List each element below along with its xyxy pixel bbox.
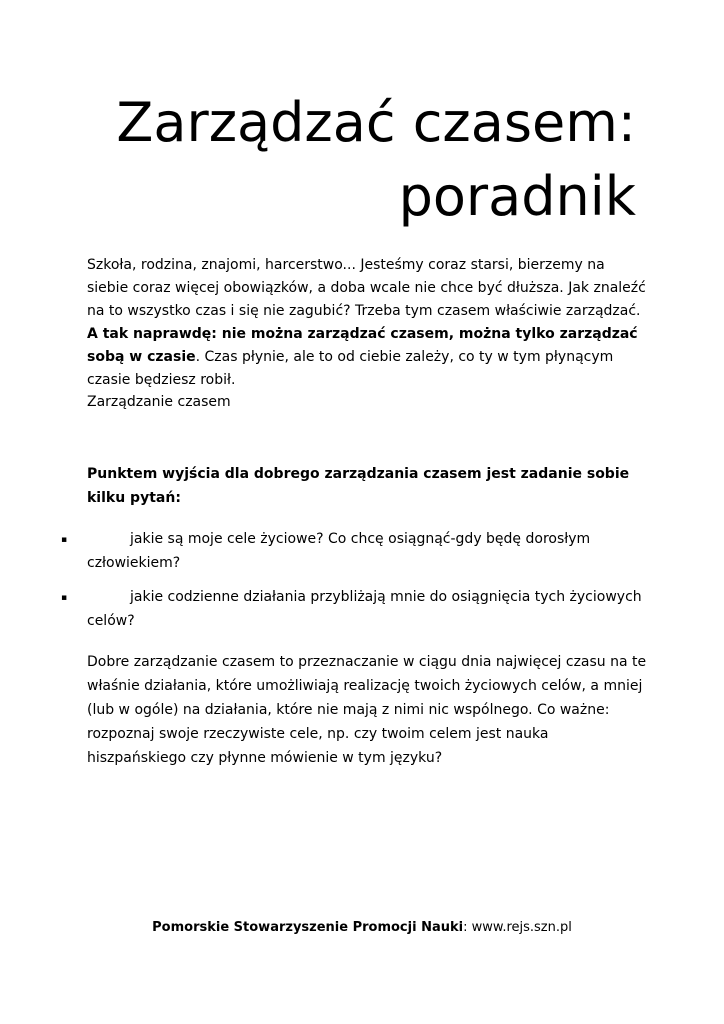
intro-text: Szkoła, rodzina, znajomi, harcerstwo... Jesteśmy coraz starsi, bierzemy na siebie coraz więcej obowiązków, a doba wcale nie chce być dłuższa. Jak znaleźć na to wszystko czas i się nie zagubić? Trzeba tym czasem właściwie zarządzać. [87,257,646,319]
list-item-label: jakie są moje cele życiowe? Co chcę osiągnąć-gdy będę dorosłym człowiekiem? [87,531,591,571]
body-paragraph: Dobre zarządzanie czasem to przeznaczanie w ciągu dnia najwięcej czasu na te właśnie działania, które umożliwiają realizację twoich życiowych celów, a mniej (lub w ogóle) na działania, które nie mają z nimi nic wspólnego. Co ważne: rozpoznaj swoje rzeczywiste cele, np. czy twoim celem jest nauka hiszpańskiego czy płynne mówienie w tym języku? [87,654,647,766]
page-footer [0,918,724,938]
title-line-2: poradnik [398,165,636,228]
list-item-label: jakie codzienne działania przybliżają mnie do osiągnięcia tych życiowych celów? [87,589,642,629]
bullet-marker: ▪ [61,535,68,545]
title-line-1: Zarządzać czasem: [116,91,636,154]
footer-url: www.rejs.szn.pl [471,920,572,935]
page-title [116,86,636,234]
list-item-text [87,527,647,575]
footer-separator: : [463,920,472,935]
list-item-text [87,585,647,633]
question-heading: Punktem wyjścia dla dobrego zarządzania czasem jest zadanie sobie kilku pytań: [87,466,630,506]
intro-paragraph [87,254,647,392]
section-note: Zarządzanie czasem [87,394,231,410]
bullet-marker: ▪ [61,593,68,603]
intro-text-end: . Czas płynie, ale to od ciebie zależy, co ty w tym płynącym czasie będziesz robił. [87,349,614,388]
intro-bold-text: A tak naprawdę: nie można zarządzać czasem, można tylko zarządzać sobą w czasie [87,326,638,365]
footer-org: Pomorskie Stowarzyszenie Promocji Nauki [152,920,464,935]
